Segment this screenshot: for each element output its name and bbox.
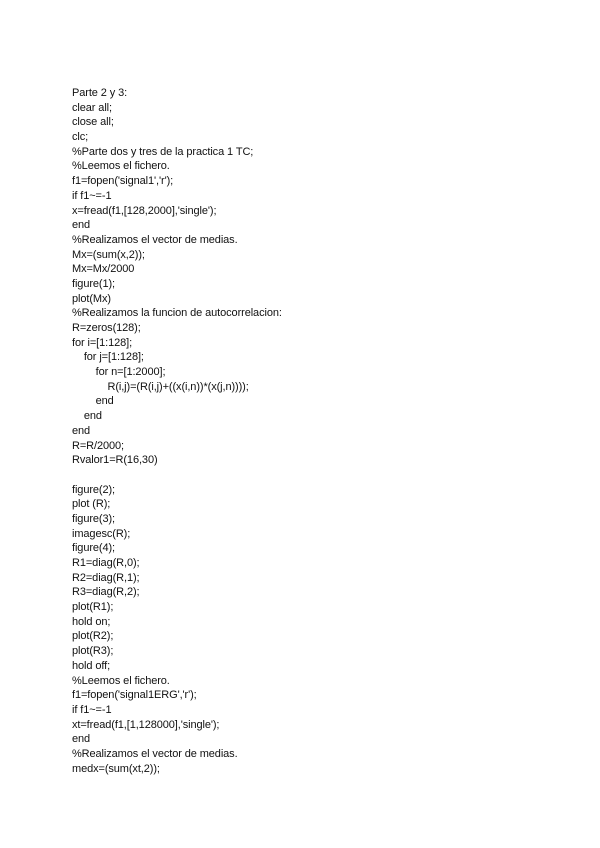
code-line: Mx=Mx/2000 bbox=[72, 263, 135, 276]
code-line: close all; bbox=[72, 116, 114, 129]
code-line: R3=diag(R,2); bbox=[72, 586, 140, 599]
code-line: if f1~=-1 bbox=[72, 703, 112, 716]
code-line: R1=diag(R,0); bbox=[72, 557, 140, 569]
code-line: hold on; bbox=[72, 615, 111, 628]
code-line: for j=[1:128]; bbox=[72, 351, 144, 364]
code-line: clear all; bbox=[72, 101, 112, 114]
code-line: imagesc(R); bbox=[72, 527, 131, 540]
code-line: f1=fopen('signal1','r'); bbox=[72, 175, 174, 188]
code-line: R=zeros(128); bbox=[72, 322, 141, 334]
code-line: clc; bbox=[72, 131, 89, 144]
code-line: R=R/2000; bbox=[72, 439, 124, 452]
code-line: end bbox=[72, 219, 91, 232]
code-line: %Realizamos el vector de medias. bbox=[72, 747, 238, 760]
code-line: %Realizamos el vector de medias. bbox=[72, 233, 238, 246]
code-line: plot(R2); bbox=[72, 630, 114, 643]
code-line: Rvalor1=R(16,30) bbox=[72, 454, 158, 467]
code-line: medx=(sum(xt,2)); bbox=[72, 762, 160, 775]
code-line: end bbox=[72, 410, 102, 423]
code-line: Parte 2 y 3: bbox=[72, 87, 128, 99]
code-line: figure(1); bbox=[72, 277, 116, 290]
code-line: end bbox=[72, 395, 114, 408]
code-line: for i=[1:128]; bbox=[72, 336, 133, 349]
code-listing bbox=[72, 86, 282, 776]
code-line: %Leemos el fichero. bbox=[72, 674, 170, 687]
code-line bbox=[72, 468, 282, 483]
code-line: R2=diag(R,1); bbox=[72, 571, 140, 584]
code-line: figure(2); bbox=[72, 483, 116, 496]
code-line: plot(Mx) bbox=[72, 292, 111, 305]
code-line: plot (R); bbox=[72, 498, 111, 511]
code-line: xt=fread(f1,[1,128000],'single'); bbox=[72, 718, 220, 731]
code-line: plot(R3); bbox=[72, 645, 114, 658]
code-line: %Parte dos y tres de la practica 1 TC; bbox=[72, 145, 254, 158]
code-line: %Leemos el fichero. bbox=[72, 160, 170, 173]
code-line: for n=[1:2000]; bbox=[72, 366, 166, 379]
code-line: x=fread(f1,[128,2000],'single'); bbox=[72, 204, 217, 217]
code-line: end bbox=[72, 424, 91, 437]
code-line: %Realizamos la funcion de autocorrelacion: bbox=[72, 307, 282, 320]
code-line: plot(R1); bbox=[72, 601, 114, 614]
code-line: figure(4); bbox=[72, 542, 116, 555]
code-line: Mx=(sum(x,2)); bbox=[72, 248, 145, 261]
code-line: if f1~=-1 bbox=[72, 189, 112, 202]
code-line: f1=fopen('signal1ERG','r'); bbox=[72, 689, 197, 702]
code-line: end bbox=[72, 733, 91, 746]
code-line: R(i,j)=(R(i,j)+((x(i,n))*(x(j,n)))); bbox=[72, 380, 249, 393]
code-line: hold off; bbox=[72, 659, 111, 672]
code-line: figure(3); bbox=[72, 512, 116, 525]
